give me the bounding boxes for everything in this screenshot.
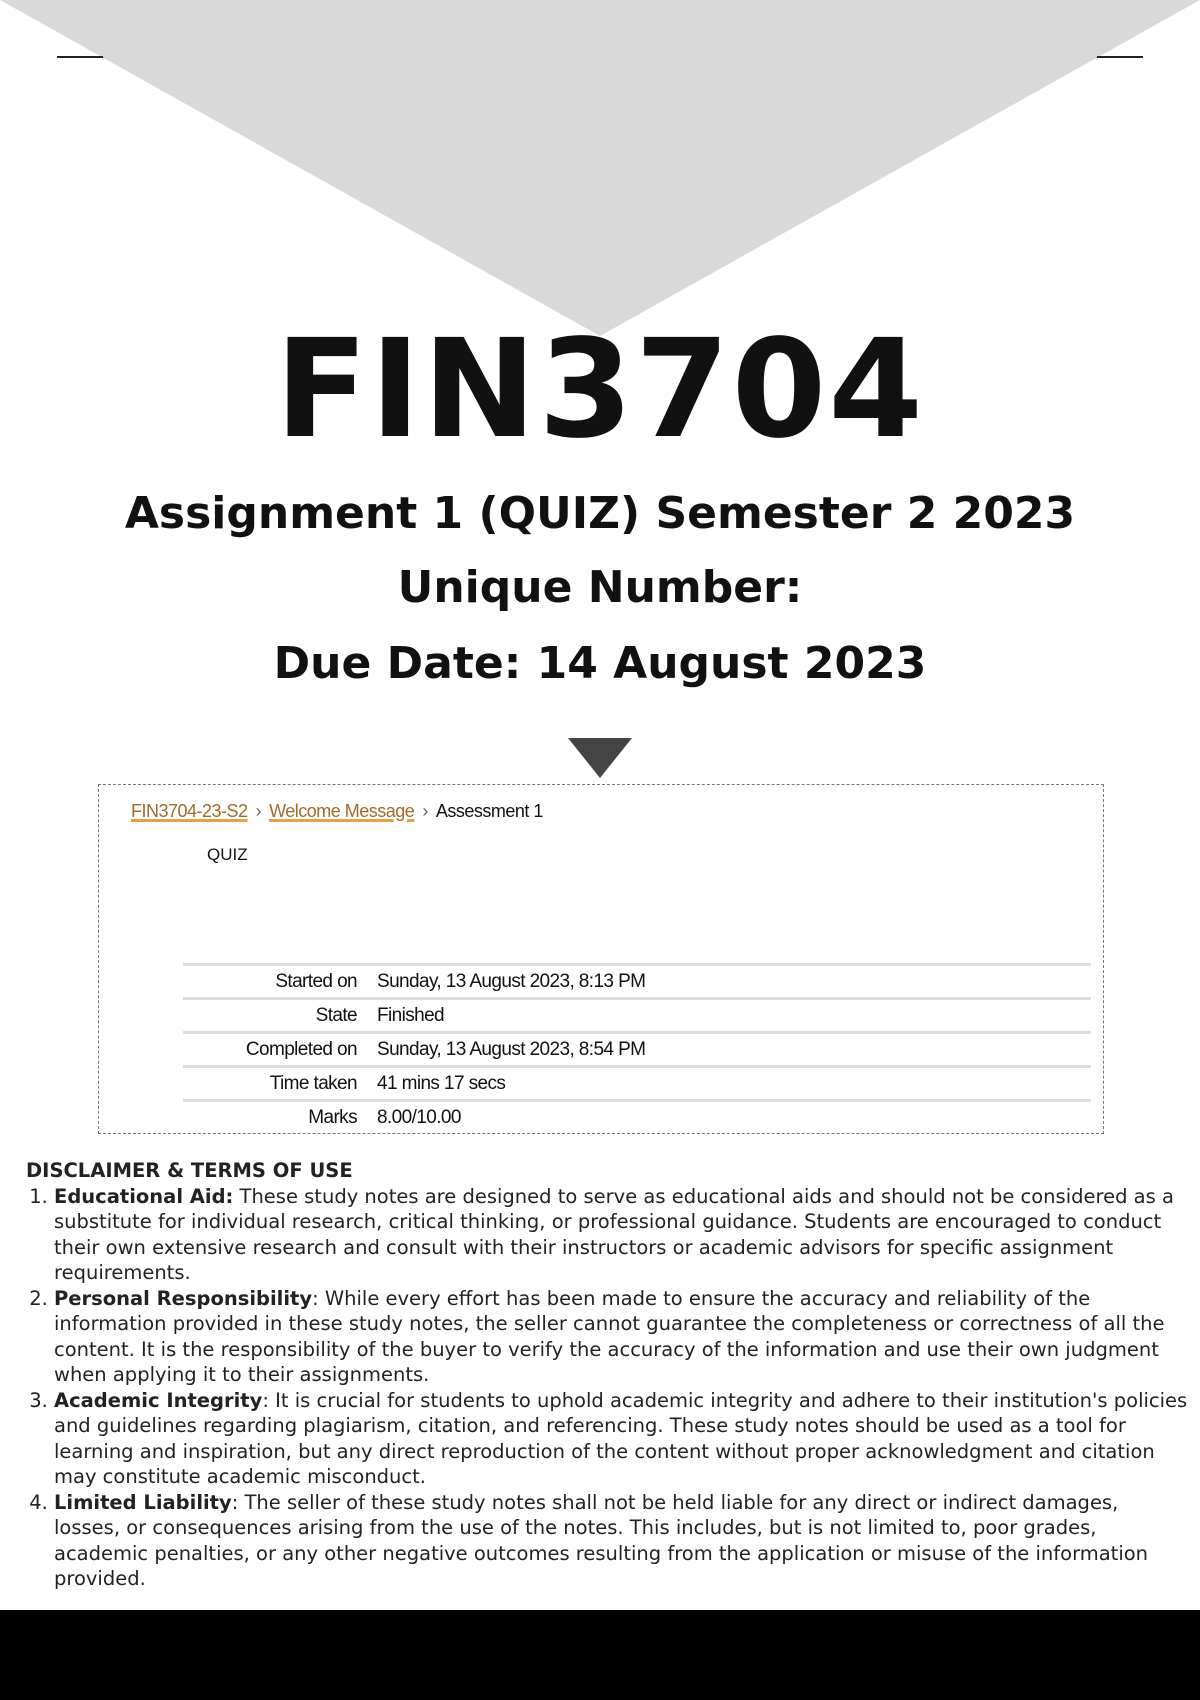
row-label: Completed on xyxy=(245,1038,357,1060)
item-text: : While every effort has been made to ensure the accuracy and reliability of the information provided in these study notes, the seller cannot guarantee the completeness or correctness of all the content. It is the responsibility of the buyer to verify the accuracy of the information and use their own judgment when applying it to their assignments. xyxy=(54,1286,1165,1386)
row-label: Time taken xyxy=(269,1072,357,1094)
table-row xyxy=(183,963,1091,997)
subtitle: Assignment 1 (QUIZ) Semester 2 2023 xyxy=(124,488,1076,539)
item-text: These study notes are designed to serve as educational aids and should not be considered as a substitute for individual research, critical thinking, or professional guidance. Students are encouraged to conduct their own extensive research and consult with their instructors or academic advisors for specific assignment requirements. xyxy=(54,1184,1174,1284)
row-value: Sunday, 13 August 2023, 8:54 PM xyxy=(377,1038,646,1060)
list-item xyxy=(54,1286,1188,1388)
breadcrumb-current: Assessment 1 xyxy=(435,801,543,821)
item-text: : The seller of these study notes shall not be held liable for any direct or indirect damages, losses, or consequences arising from the use of the notes. This includes, but is not limited to, poor grades, academic penalties, or any other negative outcomes resulting from the application or misuse of the information provided. xyxy=(54,1490,1149,1590)
item-title: Academic Integrity xyxy=(54,1388,263,1412)
row-value: Sunday, 13 August 2023, 8:13 PM xyxy=(377,970,646,992)
row-value: Finished xyxy=(377,1004,445,1026)
breadcrumb-welcome[interactable]: Welcome Message xyxy=(269,801,415,821)
row-value: 8.00/10.00 xyxy=(377,1106,461,1128)
course-code: FIN3704 xyxy=(275,311,925,469)
row-label: State xyxy=(315,1004,357,1026)
summary-table xyxy=(183,963,1091,1133)
item-title: Educational Aid: xyxy=(54,1184,234,1208)
table-row xyxy=(183,1031,1091,1065)
list-item xyxy=(54,1490,1188,1592)
row-label: Marks xyxy=(308,1106,357,1128)
item-title: Personal Responsibility xyxy=(54,1286,313,1310)
row-label: Started on xyxy=(275,970,357,992)
table-row xyxy=(183,1099,1091,1133)
row-value: 41 mins 17 secs xyxy=(377,1072,506,1094)
corner-line xyxy=(1097,56,1143,58)
list-item xyxy=(54,1184,1188,1286)
table-row xyxy=(183,997,1091,1031)
unique-number: Unique Number: xyxy=(397,562,803,613)
disclaimer xyxy=(18,1158,1188,1592)
list-item xyxy=(54,1388,1188,1490)
item-text: : It is crucial for students to uphold academic integrity and adhere to their institution's policies and guidelines regarding plagiarism, citation, and referencing. These study notes should be used as a tool for learning and inspiration, but any direct reproduction of the content without proper acknowledgment and citation may constitute academic misconduct. xyxy=(54,1388,1188,1488)
chevron-right-icon: › xyxy=(422,801,428,821)
table-row xyxy=(183,1065,1091,1099)
chevron-right-icon: › xyxy=(255,801,262,821)
item-title: Limited Liability xyxy=(54,1490,232,1514)
corner-line xyxy=(57,56,103,58)
breadcrumb-course[interactable]: FIN3704-23-S2 xyxy=(131,801,248,821)
quiz-screenshot xyxy=(98,784,1104,1134)
disclaimer-heading: DISCLAIMER & TERMS OF USE xyxy=(26,1159,353,1182)
due-date: Due Date: 14 August 2023 xyxy=(273,638,927,689)
down-arrow-icon xyxy=(568,738,632,778)
quiz-heading: QUIZ xyxy=(207,845,248,864)
breadcrumb xyxy=(131,801,543,822)
decorative-triangle xyxy=(0,0,1200,340)
bottom-bar xyxy=(0,1610,1200,1700)
